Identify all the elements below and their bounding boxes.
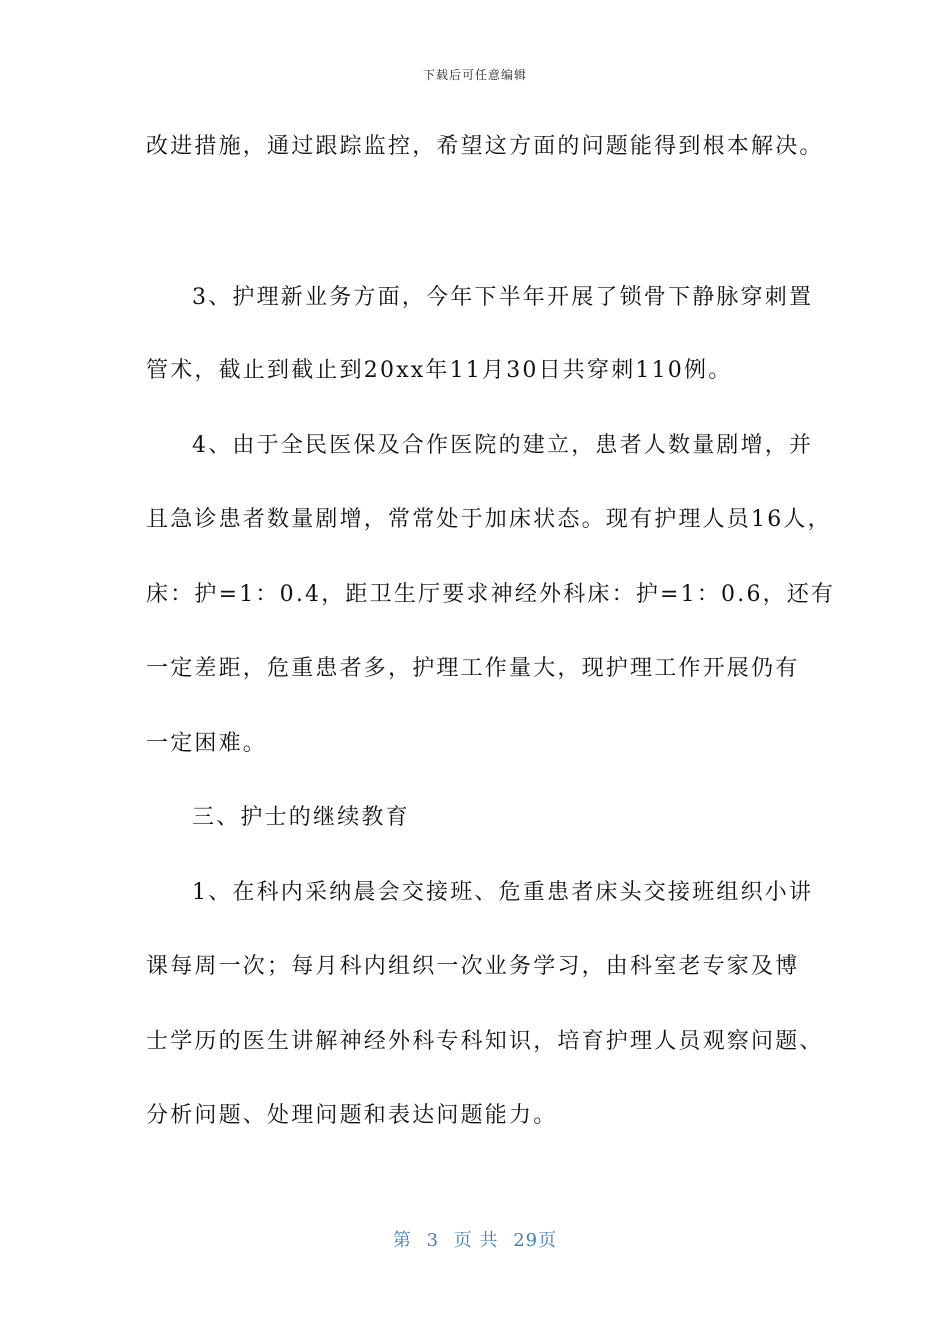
download-note: 下载后可任意编辑 [422,68,527,82]
paragraph-line: 床：护=1：0.4，距卫生厅要求神经外科床：护=1：0.6，还有 [146,582,836,607]
paragraph-line: 3、护理新业务方面，今年下半年开展了锁骨下静脉穿刺置 [192,285,814,310]
paragraph-line: 4、由于全民医保及合作医院的建立，患者人数量剧增，并 [192,433,814,458]
footer-prefix: 第 [392,1230,412,1251]
total-pages: 29页 [513,1230,558,1251]
paragraph-line: 一定困难。 [146,731,268,756]
paragraph-line: 管术，截止到截止到20xx年11月30日共穿刺110例。 [146,358,733,383]
paragraph-line: 1、在科内采纳晨会交接班、危重患者床头交接班组织小讲 [192,880,814,905]
paragraph-line: 课每周一次；每月科内组织一次业务学习，由科室老专家及博 [146,954,800,979]
footer-middle: 页 共 [453,1230,499,1251]
paragraph-line: 分析问题、处理问题和表达问题能力。 [146,1103,558,1128]
paragraph-line: 一定差距，危重患者多，护理工作量大，现护理工作开展仍有 [146,656,800,681]
section-heading: 三、护士的继续教育 [192,805,410,830]
paragraph-line: 且急诊患者数量剧增，常常处于加床状态。现有护理人员16人， [146,507,832,532]
paragraph-line: 改进措施，通过跟踪监控，希望这方面的问题能得到根本解决。 [146,134,824,159]
page-number-footer [0,1226,950,1252]
current-page-number: 3 [426,1230,440,1251]
paragraph-line: 士学历的医生讲解神经外科专科知识，培育护理人员观察问题、 [146,1029,824,1054]
